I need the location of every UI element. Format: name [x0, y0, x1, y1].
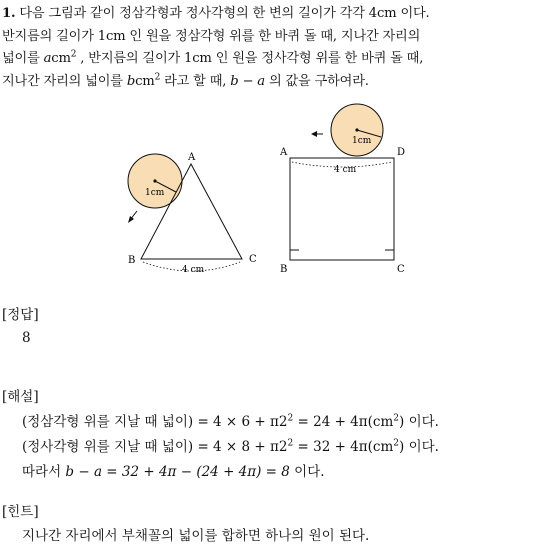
- square-arrowhead: [311, 131, 317, 137]
- solution-line-3: 따라서 b − a = 32 + 4π − (24 + 4π) = 8 이다.: [22, 464, 325, 480]
- hint-header: [힌트]: [2, 504, 39, 520]
- square-side-label: 4 cm: [334, 165, 357, 175]
- square-diagram: [279, 104, 405, 275]
- question-line-1: 1. 다음 그림과 같이 정삼각형과 정사각형의 한 변의 길이가 각각 4cm 이다.: [2, 6, 430, 21]
- hint-text: 지나간 자리에서 부채꼴의 넓이를 합하면 하나의 원이 된다.: [22, 528, 370, 544]
- square-label-c: C: [397, 264, 405, 275]
- square-circle-center: [355, 128, 358, 131]
- solution-line-2: (정사각형 위를 지날 때 넓이) = $4 \times 8 + \pi 2^2 = 32 + 4\pi(cm^2)$ 이다.: [22, 438, 439, 455]
- triangle-label-a: A: [188, 152, 196, 163]
- triangle-arrowhead: [128, 216, 134, 223]
- triangle-label-c: C: [249, 254, 257, 265]
- solution-header: [해설]: [2, 389, 39, 405]
- triangle-diagram: [128, 152, 257, 275]
- question-number: 1.: [2, 6, 16, 21]
- square-label-b: B: [280, 264, 288, 275]
- triangle-side-label: 4 cm: [182, 265, 205, 275]
- answer-value: 8: [22, 330, 31, 346]
- triangle-radius-label: 1cm: [145, 188, 165, 198]
- square-label-d: D: [397, 147, 406, 158]
- answer-header: [정답]: [2, 307, 39, 323]
- solution-line-1: (정삼각형 위를 지날 때 넓이) = $4 \times 6 + \pi 2^2 = 24 + 4\pi(cm^2)$ 이다.: [22, 413, 439, 430]
- square-label-a: A: [280, 147, 288, 158]
- question-line-4: 지나간 자리의 넓이를 bcm$^2$ 라고 할 때, b − a 의 값을 구하여라.: [2, 72, 369, 89]
- triangle-circle-center: [153, 179, 156, 182]
- question-line-2: 반지름의 길이가 1cm 인 원을 정삼각형 위를 한 바퀴 돌 때, 지나간 자리의: [2, 28, 421, 44]
- question-line-3: 넓이를 acm$^2$ , 반지름의 길이가 1cm 인 원을 정사각형 위를 한 바퀴 돌 때,: [2, 49, 424, 66]
- triangle-label-b: B: [128, 255, 136, 266]
- square-radius-label: 1cm: [352, 136, 372, 146]
